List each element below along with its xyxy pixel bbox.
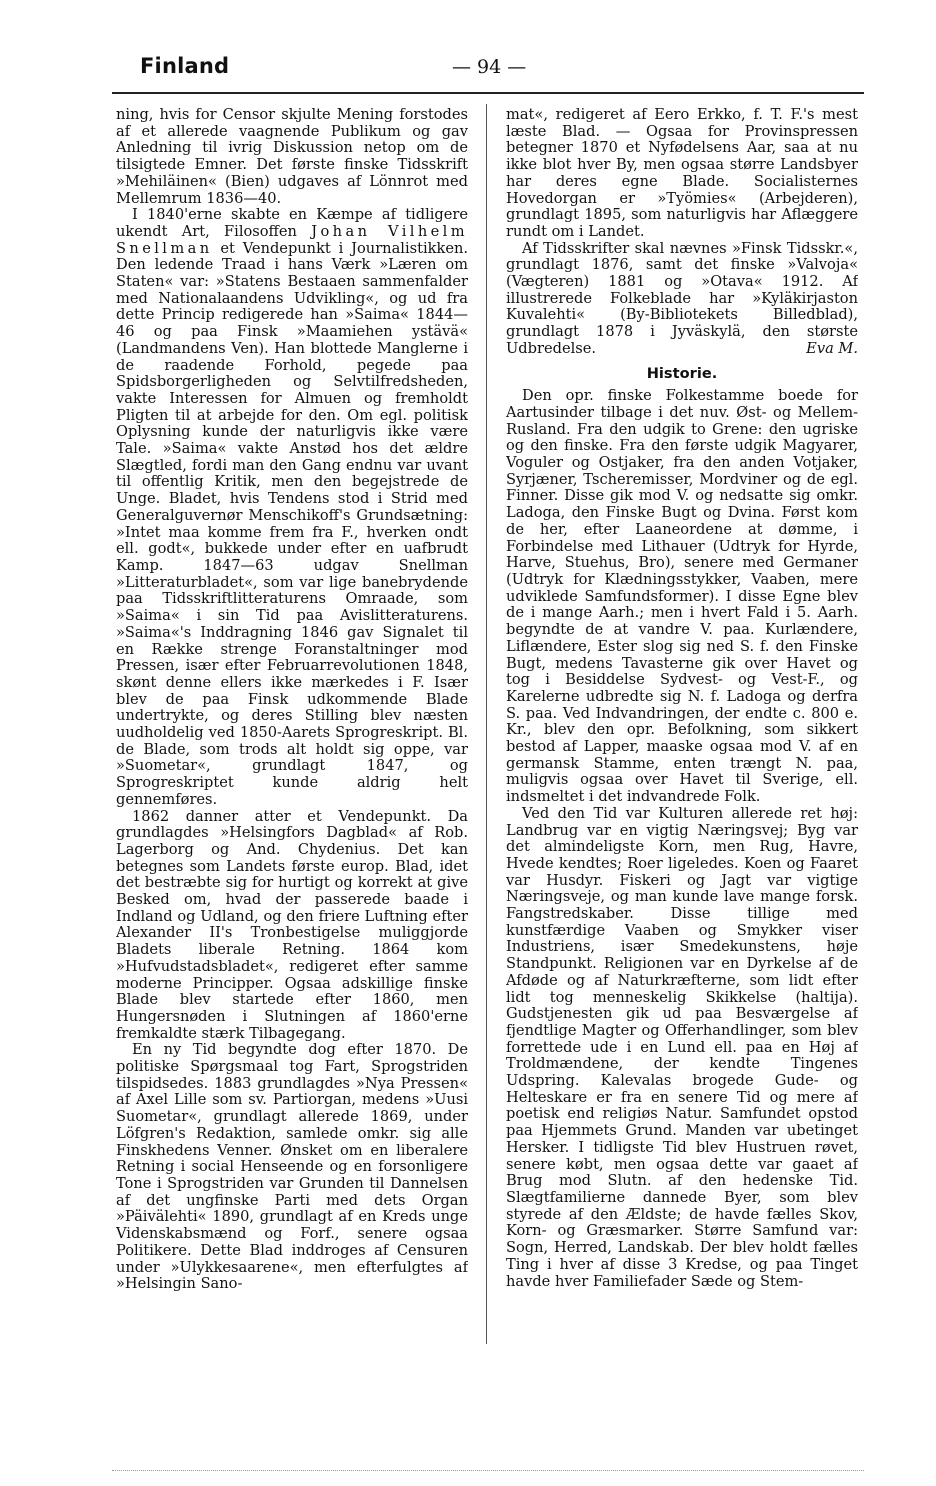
- paragraph: mat«, redigeret af Eero Erkko, f. T. F.'s mest læste Blad. — Ogsaa for Provinspressen betegner 1870 et Nyfødelsens Aar, saa at nu ikke blot hver By, men ogsaa større Landsbyer har deres egne Blade. Socialisternes Hovedorgan er »Työmies« (Arbejderen), grundlagt 1895, som naturligvis har Aflæggere rundt om i Landet.: [506, 107, 858, 240]
- paragraph-text: I 1840'erne skabte en Kæmpe af tidligere ukendt Art, Filosoffen: [116, 206, 468, 240]
- paragraph-text: et Vendepunkt i Journalistikken. Den ledende Traad i hans Værk »Læren om Staten« var: »Statens Bestaaen sammenfalder med Nationalaandens Udvikling«, og ud fra dette Princip redigerede han »Saima« 1844—46 og paa Finsk »Maamiehen ystävä« (Landmandens Ven). Han blottede Manglerne i de raadende Forhold, pegede paa Spidsborgerligheden og Selvtilfredsheden, vakte Interessen for Almuen og fremholdt Pligten til at arbejde for den. Om egl. politisk Oplysning kunde der naturligvis ikke være Tale. »Saima« vakte Anstød hos det ældre Slægtled, fordi man den Gang endnu var uvant til offentlig Kritik, men den begejstrede de Unge. Bladet, hvis Tendens stod i Strid med Generalguvernør Menschikoff's Grundsætning: »Intet maa komme frem fra F., hverken ondt ell. godt«, bukkede under efter en uafbrudt Kamp. 1847—63 udgav Snellman »Litteraturbladet«, som var lige banebrydende paa Tidsskriftlitteraturens Omraade, som »Saima« i sin Tid paa Avislitteraturens. »Saima«'s Inddragning 1846 gav Signalet til en Række strenge Foranstaltninger mod Pressen, især efter Februarrevolutionen 1848, skønt denne ellers ikke mærkedes i F. Især blev de paa Finsk udkommende Blade undertrykte, og deres Stilling blev næsten uudholdelig ved 1850-Aarets Sprogreskript. Bl. de Blade, som trods alt holdt sig oppe, var »Suometar«, grundlagt 1847, og Sprogreskriptet kunde aldrig helt gennemføres.: [116, 239, 468, 808]
- header-rule: [112, 92, 864, 94]
- paragraph: Ved den Tid var Kulturen allerede ret høj: Landbrug var en vigtig Næringsvej; Byg var det almindeligste Korn, men Rug, Havre, Hvede kendtes; Roer ligeledes. Koen og Faaret var Husdyr. Fiskeri og Jagt var vigtige Næringsveje, og man kunde lave mange forsk. Fangstredskaber. Disse tillige med kunstfærdige Vaaben og Smykker viser Industriens, især Smedekunstens, høje Standpunkt. Religionen var en Dyrkelse af de Afdøde og af Naturkræfterne, som lidt efter lidt tog menneskelig Skikkelse (haltija). Gudstjenesten gik ud paa Besværgelse af fjendtlige Magter og Offerhandlinger, som blev forrettede ude i en Lund ell. paa en Høj af Troldmændene, der kendte Tingenes Udspring. Kalevalas brogede Gude- og Helteskare er fra en senere Tid og mere af poetisk end religiøs Natur. Samfundet opstod paa Hjemmets Grund. Manden var ubetinget Hersker. I tidligste Tid blev Hustruen røvet, senere købt, men ogsaa dette var gaaet af Brug mod Slutn. af den hedenske Tid. Slægtfamilierne dannede Byer, som blev styrede af den Ældste; de havde fælles Skov, Korn- og Græsmarker. Større Samfund var: Sogn, Herred, Landskab. Der blev holdt fælles Ting i hver af disse 3 Kredse, og paa Tinget havde hver Familiefader Sæde og Stem-: [506, 804, 858, 1290]
- paragraph: En ny Tid begyndte dog efter 1870. De politiske Spørgsmaal tog Fart, Sprogstriden tilspidsedes. 1883 grundlagdes »Nya Pressen« af Axel Lille som sv. Partiorgan, medens »Uusi Suometar«, grundlagt allerede 1869, under Löfgren's Redaktion, samlede omkr. sig alle Finskhedens Venner. Ønsket om en liberalere Retning i social Henseende og en forsonligere Tone i Sprogstriden var Grunden til Dannelsen af det ungfinske Parti med dets Organ »Päivälehti« 1890, grundlagt af en Kreds unge Videnskabsmænd og Forf., senere ogsaa Politikere. Dette Blad inddroges af Censuren under »Ulykkesaarene«, men efterfulgtes af »Helsingin Sano-: [116, 1041, 468, 1293]
- section-heading: Historie.: [646, 364, 718, 382]
- right-column: [506, 107, 858, 1347]
- left-column: [116, 107, 468, 1347]
- paragraph: Den opr. finske Folkestamme boede for Aartusinder tilbage i det nuv. Øst- og Mellem-Rusland. Fra den udgik to Grene: den ugriske og den finske. Fra den første udgik Magyarer, Voguler og Ostjaker, fra den anden Votjaker, Syrjæner, Tscheremisser, Mordviner og de egl. Finner. Disse gik mod V. og nedsatte sig omkr. Ladoga, den Finske Bugt og Dvina. Først kom de her, efter Laaneordene at dømme, i Forbindelse med Lithauer (Udtryk for Hyrde, Harve, Stuehus, Bro), senere med Germaner (Udtryk for Klædningsstykker, Vaaben, mere udviklede Samfundsformer). I disse Egne blev de i mange Aarh.; men i hvert Fald i 5. Aarh. begyndte de at vandre V. paa. Kurlændere, Liflændere, Ester slog sig ned S. f. den Finske Bugt, medens Tavasterne gik over Havet og tog i Besiddelse Sydvest- og Vest-F., og Karelerne udbredte sig N. f. Ladoga og derfra S. paa. Ved Indvandringen, der endte c. 800 e. Kr., blev den opr. Befolkning, som sikkert bestod af Lapper, maaske ogsaa mod V. af en germansk Stamme, enten trængt N. paa, muligvis ogsaa over Havet til Sverige, ell. indsmeltet i det indvandrede Folk.: [506, 387, 858, 806]
- paragraph: 1862 danner atter et Vendepunkt. Da grundlagdes »Helsingfors Dagblad« af Rob. Lagerborg og And. Chydenius. Det kan betegnes som Landets første europ. Blad, idet det bestræbte sig for hurtigt og korrekt at give Besked om, hvad der passerede baade i Indland og Udland, og den friere Luftning efter Alexander II's Tronbestigelse muliggjorde Bladets liberale Retning. 1864 kom »Hufvudstadsbladet«, redigeret efter samme moderne Principper. Ogsaa adskillige finske Blade blev startede efter 1860, men Hungersnøden i Slutningen af 1860'erne fremkaldte stærk Tilbagegang.: [116, 807, 468, 1042]
- column-divider: [486, 104, 487, 1344]
- bottom-rule: [112, 1470, 864, 1471]
- person-name-spaced: Johan Vilhelm Snellman: [116, 222, 468, 257]
- paragraph: ning, hvis for Censor skjulte Mening forstodes af et allerede vaagnende Publikum og gav Anledning til ivrig Diskussion netop om de tilsigtede Emner. Det første finske Tidsskrift »Mehiläinen« (Bien) udgaves af Lönnrot med Mellemrum 1836—40.: [116, 107, 468, 207]
- author-signature: Eva M.: [806, 339, 858, 357]
- paragraph-with-signature: [506, 241, 858, 358]
- page-number: — 94 —: [452, 56, 527, 78]
- paragraph-text: Af Tidsskrifter skal nævnes »Finsk Tidsskr.«, grundlagt 1876, samt det finske »Valvoja« (Vægteren) 1881 og »Otava« 1912. Af illustrerede Folkeblade har »Kyläkirjaston Kuvalehti« (By-Bibliotekets Billedblad), grundlagt 1878 i Jyväskylä, den største Udbredelse.: [506, 239, 858, 357]
- running-head-title: Finland: [140, 54, 230, 78]
- paragraph-snellman: [116, 207, 468, 808]
